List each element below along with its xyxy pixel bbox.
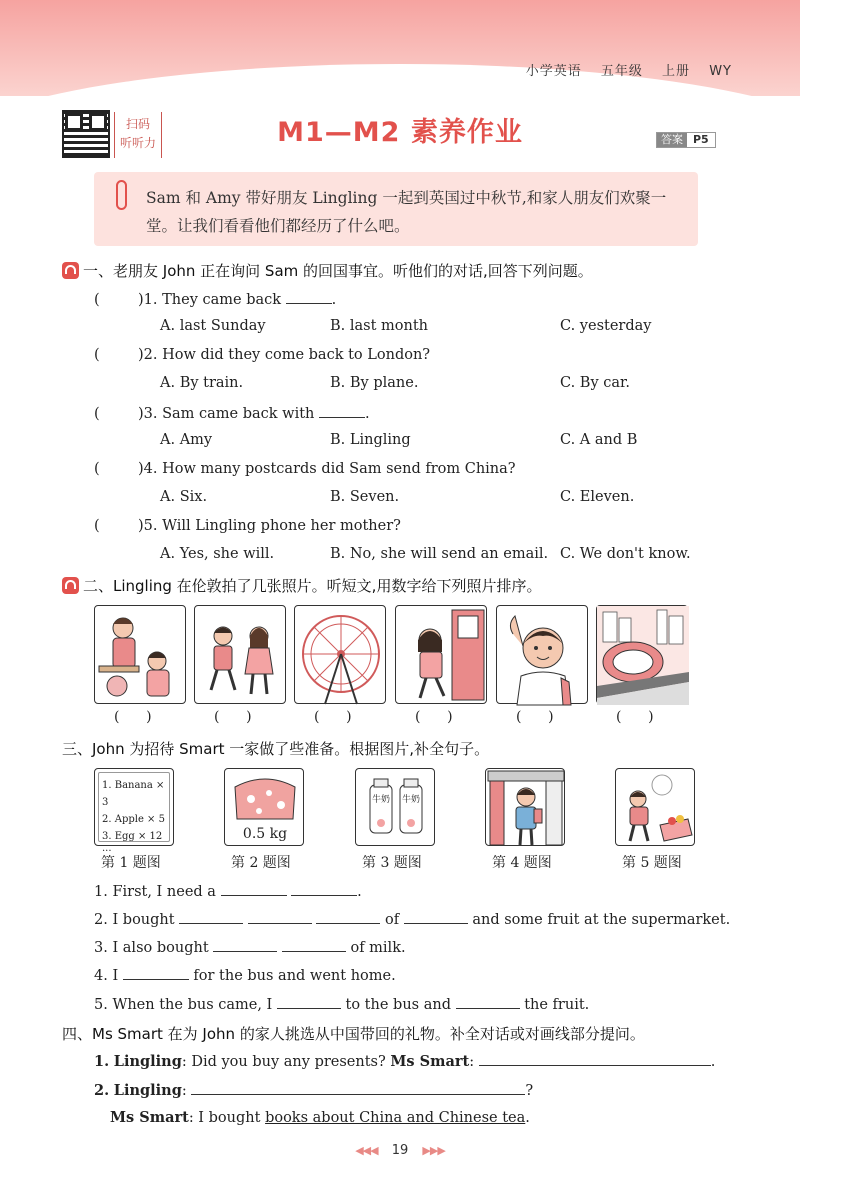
sentence-4-blank-1[interactable]	[123, 966, 189, 980]
option-a[interactable]: A. Amy	[160, 432, 213, 448]
option-c[interactable]: C. A and B	[560, 432, 638, 448]
caption-5: 第 5 题图	[622, 855, 682, 871]
answer-paren[interactable]: (	[94, 347, 100, 363]
milk-picture	[355, 768, 435, 846]
photo-2-blank[interactable]: ( )	[214, 709, 252, 725]
cheese-picture	[224, 768, 304, 846]
sentence-5-blank-1[interactable]	[277, 995, 341, 1009]
option-c[interactable]: C. yesterday	[560, 318, 652, 334]
scan-label-line2: 听听力	[119, 136, 156, 150]
sentence-2-blank-3[interactable]	[316, 910, 380, 924]
caption-2: 第 2 题图	[231, 855, 291, 871]
photo-5	[496, 605, 588, 704]
dialogue-2-blank[interactable]	[191, 1081, 525, 1095]
carry-fruit-picture	[615, 768, 695, 846]
option-a[interactable]: A. By train.	[160, 375, 244, 391]
option-c[interactable]: C. By car.	[560, 375, 630, 391]
sentence-5-blank-2[interactable]	[456, 995, 520, 1009]
underlined-phrase: books about China and Chinese tea	[265, 1110, 526, 1126]
list-item-1: 1. Banana × 3	[102, 780, 165, 808]
sentence-3-blank-2[interactable]	[282, 938, 346, 952]
section4-title: 四、Ms Smart 在为 John 的家人挑选从中国带回的礼物。补全对话或对画线部分提问。	[62, 1025, 645, 1043]
answer-tag[interactable]	[656, 132, 716, 148]
answer-tag-label: 答案	[657, 133, 687, 147]
option-b[interactable]: B. No, she will send an email.	[330, 546, 549, 562]
option-c[interactable]: C. Eleven.	[560, 489, 635, 505]
boy-waiting-icon	[486, 769, 566, 847]
question-blank[interactable]	[286, 290, 332, 304]
question-3	[94, 404, 370, 422]
sentence-3: 3. I also bought of milk.	[94, 940, 406, 956]
photo-1	[94, 605, 186, 704]
dialogue-line-2: 2. Lingling: ?	[94, 1082, 534, 1099]
photo-2	[194, 605, 286, 704]
sentence-4: 4. I for the bus and went home.	[94, 968, 396, 984]
photo-1-blank[interactable]: ( )	[114, 709, 152, 725]
option-a[interactable]: A. Six.	[160, 489, 208, 505]
family-dinner-icon	[95, 606, 187, 705]
photo-4-blank[interactable]: ( )	[415, 709, 453, 725]
shopping-list-picture	[94, 768, 174, 854]
photo-6	[596, 605, 688, 704]
answer-paren[interactable]: (	[94, 461, 100, 477]
sentence-1-blank-2[interactable]	[291, 882, 357, 896]
caption-3: 第 3 题图	[362, 855, 422, 871]
option-b[interactable]: B. Lingling	[330, 432, 411, 448]
sentence-5: 5. When the bus came, I to the bus and the fruit.	[94, 997, 590, 1013]
intro-text: Sam 和 Amy 带好朋友 Lingling 一起到英国过中秋节,和家人朋友们欢聚一堂。让我们看看他们都经历了什么吧。	[146, 189, 667, 235]
list-item-2: 2. Apple × 5	[102, 814, 165, 825]
question-5	[94, 518, 401, 534]
right-arrows-icon: ▶▶▶	[422, 1144, 445, 1157]
question-text: )2. How did they come back to London?	[138, 347, 431, 363]
question-tail: .	[331, 292, 337, 308]
sentence-1: 1. First, I need a .	[94, 884, 362, 900]
caption-4: 第 4 题图	[492, 855, 552, 871]
option-a[interactable]: A. Yes, she will.	[160, 546, 275, 562]
dialogue-line-1: 1. Lingling: Did you buy any presents? Ms Smart: .	[94, 1053, 716, 1070]
header-subject: 小学英语	[525, 64, 582, 79]
photo-3-blank[interactable]: ( )	[314, 709, 352, 725]
milk-bottles-icon	[356, 769, 436, 847]
list-item-4: ...	[102, 843, 112, 854]
headphone-icon	[62, 577, 79, 594]
option-c[interactable]: C. We don't know.	[560, 546, 691, 562]
photo-4	[395, 605, 487, 704]
milk-label-1: 牛奶	[372, 795, 391, 805]
sentence-2-blank-2[interactable]	[248, 910, 312, 924]
page-title: M1—M2 素养作业	[277, 117, 523, 148]
section1-title: 一、老朋友 John 正在询问 Sam 的回国事宜。听他们的对话,回答下列问题。	[62, 260, 593, 281]
question-text: )3. Sam came back with	[138, 406, 315, 422]
option-b[interactable]: B. Seven.	[330, 489, 400, 505]
header-grade: 五年级	[600, 64, 643, 79]
headphone-icon	[62, 262, 79, 279]
boy-fruit-icon	[616, 769, 696, 847]
question-tail: .	[365, 406, 370, 422]
photo-5-blank[interactable]: ( )	[516, 709, 554, 725]
caption-1: 第 1 题图	[101, 855, 161, 871]
question-4	[94, 461, 516, 477]
sentence-2-blank-4[interactable]	[404, 910, 468, 924]
header-edition: WY	[709, 64, 732, 79]
question-text: )5. Will Lingling phone her mother?	[138, 518, 401, 534]
header-term: 上册	[662, 64, 691, 79]
answer-paren[interactable]: (	[94, 518, 100, 534]
photo-3	[294, 605, 386, 704]
sentence-2-blank-1[interactable]	[179, 910, 243, 924]
option-b[interactable]: B. By plane.	[330, 375, 419, 391]
answer-paren[interactable]: (	[94, 292, 100, 308]
milk-label-2: 牛奶	[402, 795, 421, 805]
london-river-icon	[597, 606, 689, 705]
header-band	[0, 0, 800, 96]
paperclip-icon	[116, 180, 127, 210]
cheese-icon	[225, 769, 305, 825]
dialogue-1-blank[interactable]	[479, 1052, 711, 1066]
sentence-2: 2. I bought of and some fruit at the supermarket.	[94, 912, 731, 928]
question-text: )1. They came back	[138, 292, 282, 308]
answer-paren[interactable]: (	[94, 406, 100, 422]
intro-box	[94, 172, 698, 246]
answer-tag-page: P5	[693, 133, 709, 146]
list-item-3: 3. Egg × 12	[102, 831, 163, 842]
ferris-wheel-icon	[295, 606, 387, 705]
question-2	[94, 347, 430, 363]
page-number: 19	[391, 1143, 409, 1158]
boy-waving-icon	[497, 606, 589, 705]
section2-title: 二、Lingling 在伦敦拍了几张照片。听短文,用数字给下列照片排序。	[62, 575, 541, 596]
header-info	[512, 60, 732, 79]
photo-6-blank[interactable]: ( )	[616, 709, 654, 725]
bus-stop-picture	[485, 768, 565, 846]
scan-label-line1: 扫码	[125, 117, 150, 131]
footer	[0, 1143, 800, 1158]
left-arrows-icon: ◀◀◀	[355, 1144, 378, 1157]
question-text: )4. How many postcards did Sam send from China?	[138, 461, 516, 477]
option-b[interactable]: B. last month	[330, 318, 429, 334]
section3-title: 三、John 为招待 Smart 一家做了些准备。根据图片,补全句子。	[62, 740, 490, 758]
option-a[interactable]: A. last Sunday	[160, 318, 266, 334]
sentence-3-blank-1[interactable]	[213, 938, 277, 952]
girl-bus-icon	[396, 606, 488, 705]
question-blank[interactable]	[319, 404, 365, 418]
question-1	[94, 290, 336, 308]
kids-playing-icon	[195, 606, 287, 705]
cheese-weight: 0.5 kg	[242, 826, 288, 842]
sentence-1-blank-1[interactable]	[221, 882, 287, 896]
dialogue-line-3: Ms Smart: I bought books about China and Chinese tea.	[110, 1109, 530, 1126]
